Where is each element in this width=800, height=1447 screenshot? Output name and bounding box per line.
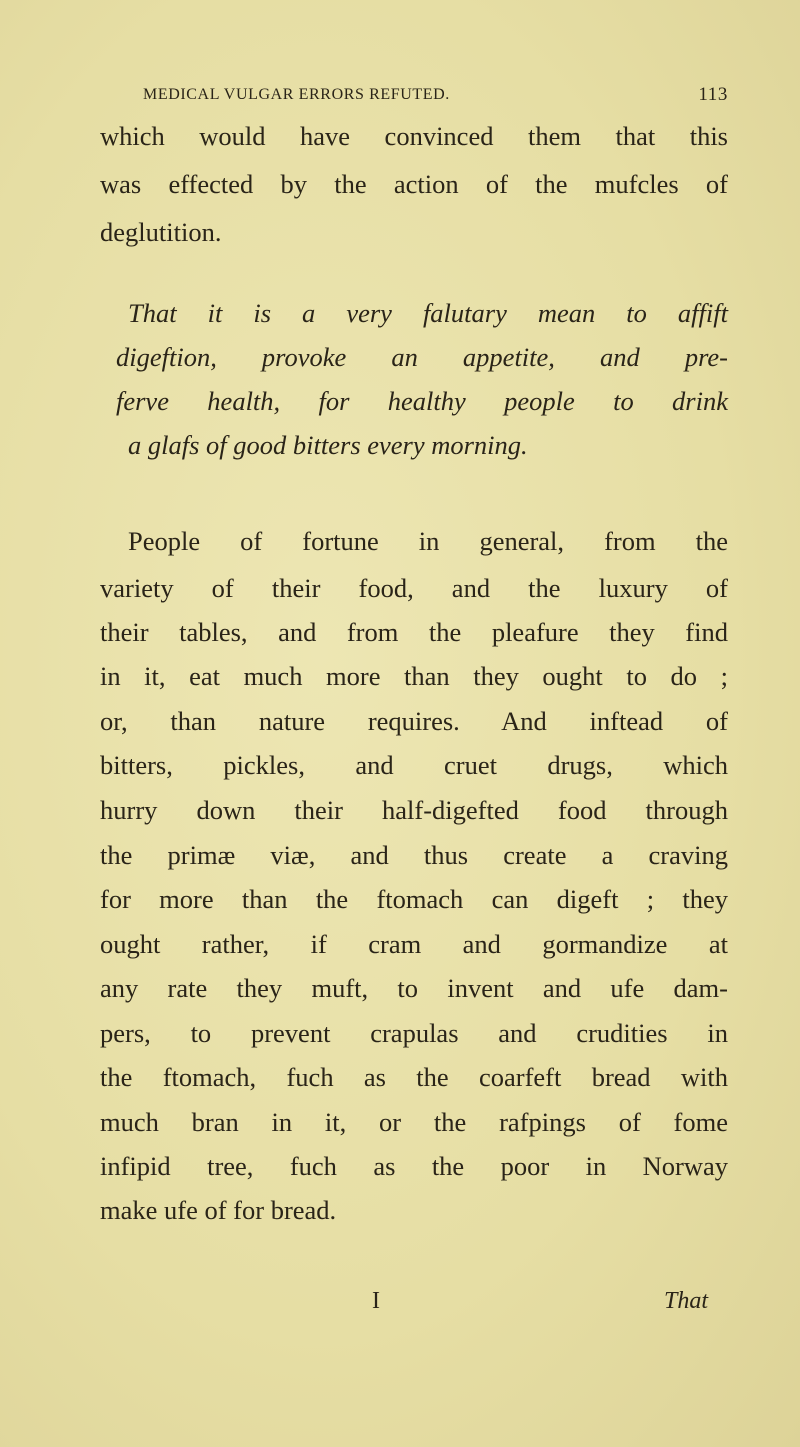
text-line: for more than the ftomach can digeft ; they [100,884,728,914]
text-line: or, than nature requires. And inftead of [100,706,728,736]
text-line: ought rather, if cram and gormandize at [100,929,728,959]
text-line: much bran in it, or the rafpings of fome [100,1107,728,1137]
text-line: digeftion, provoke an appetite, and pre- [116,342,728,372]
text-line: the primæ viæ, and thus create a craving [100,840,728,870]
text-line: ferve health, for healthy people to drink [116,386,728,416]
text-line: bitters, pickles, and cruet drugs, which [100,750,728,780]
signature-mark: I [372,1288,380,1314]
catchword: That [664,1288,709,1314]
text-line: make ufe of for bread. [100,1195,337,1225]
text-line: the ftomach, fuch as the coarfeft bread with [100,1062,728,1092]
text-line: which would have convinced them that this [100,121,728,151]
text-line: variety of their food, and the luxury of [100,573,728,603]
text-line: was effected by the action of the mufcles of [100,169,728,199]
text-line: deglutition. [100,217,222,247]
text-line: any rate they muft, to invent and ufe dam- [100,973,728,1003]
text-line: in it, eat much more than they ought to do ; [100,661,728,691]
text-line: That it is a very falutary mean to affift [128,298,728,328]
text-line: a glafs of good bitters every morning. [128,430,528,460]
text-line: People of fortune in general, from the [128,526,728,556]
running-title: MEDICAL VULGAR ERRORS REFUTED. [143,86,450,103]
text-line: infipid tree, fuch as the poor in Norway [100,1151,728,1181]
text-line: their tables, and from the pleafure they find [100,617,728,647]
text-line: pers, to prevent crapulas and crudities in [100,1018,728,1048]
page-number: 113 [698,84,728,105]
text-line: hurry down their half-digefted food through [100,795,728,825]
